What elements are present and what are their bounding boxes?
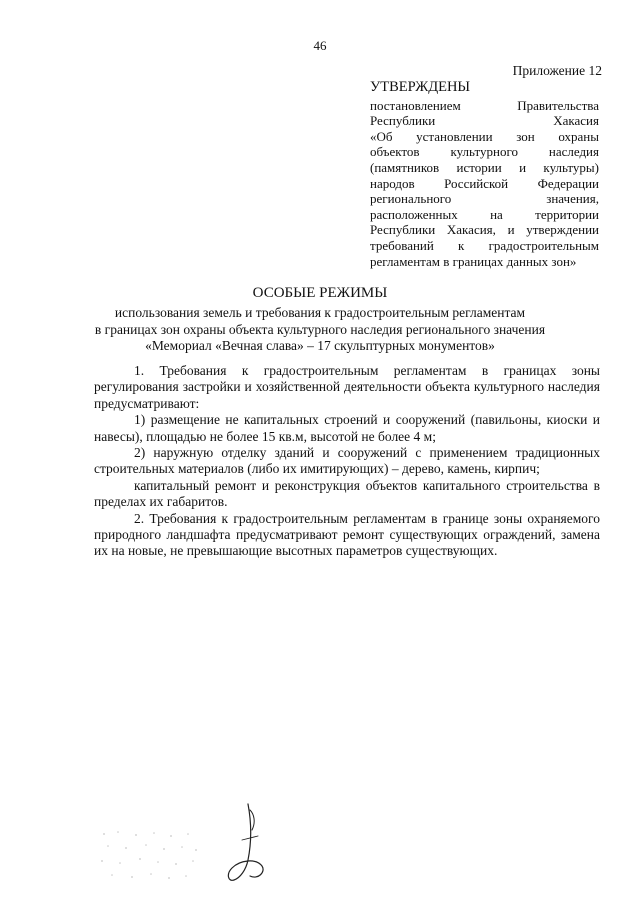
approval-line: регламентам в границах данных зон» — [370, 253, 577, 269]
subtitle-line: использования земель и требования к градостроительным регламентам — [114, 305, 526, 320]
document-title: ОСОБЫЕ РЕЖИМЫ — [252, 285, 388, 301]
approval-title: УТВЕРЖДЕНЫ — [370, 79, 471, 95]
approval-line: объектов культурного наследия — [370, 144, 599, 160]
body-paragraph: 2) наружную отделку зданий и сооружений с применением традиционных строительных материалов (либо их имитирующих) – дерево, камень, кирпич; — [94, 445, 600, 477]
body-paragraph: 1. Требования к градостроительным регламентам в границах зоны регулирования застройки и хозяйственной деятельности объекта культурного наследия предусматривают: — [94, 363, 600, 411]
subtitle-line: в границах зон охраны объекта культурного наследия регионального значения — [94, 321, 546, 337]
body-paragraph: капитальный ремонт и реконструкция объектов капитального строительства в пределах их габаритов. — [94, 477, 600, 510]
approval-line: регионального значения, — [370, 191, 599, 207]
approval-line: «Об установлении зон охраны — [370, 128, 599, 144]
approval-line: требований к градостроительным — [370, 237, 599, 253]
document-body — [94, 363, 600, 560]
document-subtitle — [40, 305, 600, 355]
page-number: 46 — [313, 38, 327, 53]
body-paragraph: 1) размещение не капитальных строений и сооружений (павильоны, киоски и навесы), площадью не более 15 кв.м, высотой не более 4 м; — [94, 412, 600, 444]
approval-line: расположенных на территории — [370, 206, 599, 222]
approval-line: Республики Хакасия — [370, 113, 599, 129]
approval-line: Республики Хакасия, и утверждении — [370, 222, 599, 238]
subtitle-line: «Мемориал «Вечная слава» – 17 скульптурных монументов» — [145, 338, 495, 353]
body-paragraph: 2. Требования к градостроительным регламентам в границе зоны охраняемого природного ландшафта предусматривают ремонт существующих ограждений, замена их на новые, не превышающие высотных параметров существующих. — [94, 510, 600, 559]
approval-line: постановлением Правительства — [370, 97, 599, 113]
faint-stamp-marks — [96, 828, 206, 888]
approval-block — [370, 80, 599, 269]
approval-line: народов Российской Федерации — [370, 175, 599, 191]
handwritten-signature — [218, 800, 278, 890]
appendix-label: Приложение 12 — [512, 63, 602, 78]
approval-line: (памятников истории и культуры) — [370, 159, 599, 175]
